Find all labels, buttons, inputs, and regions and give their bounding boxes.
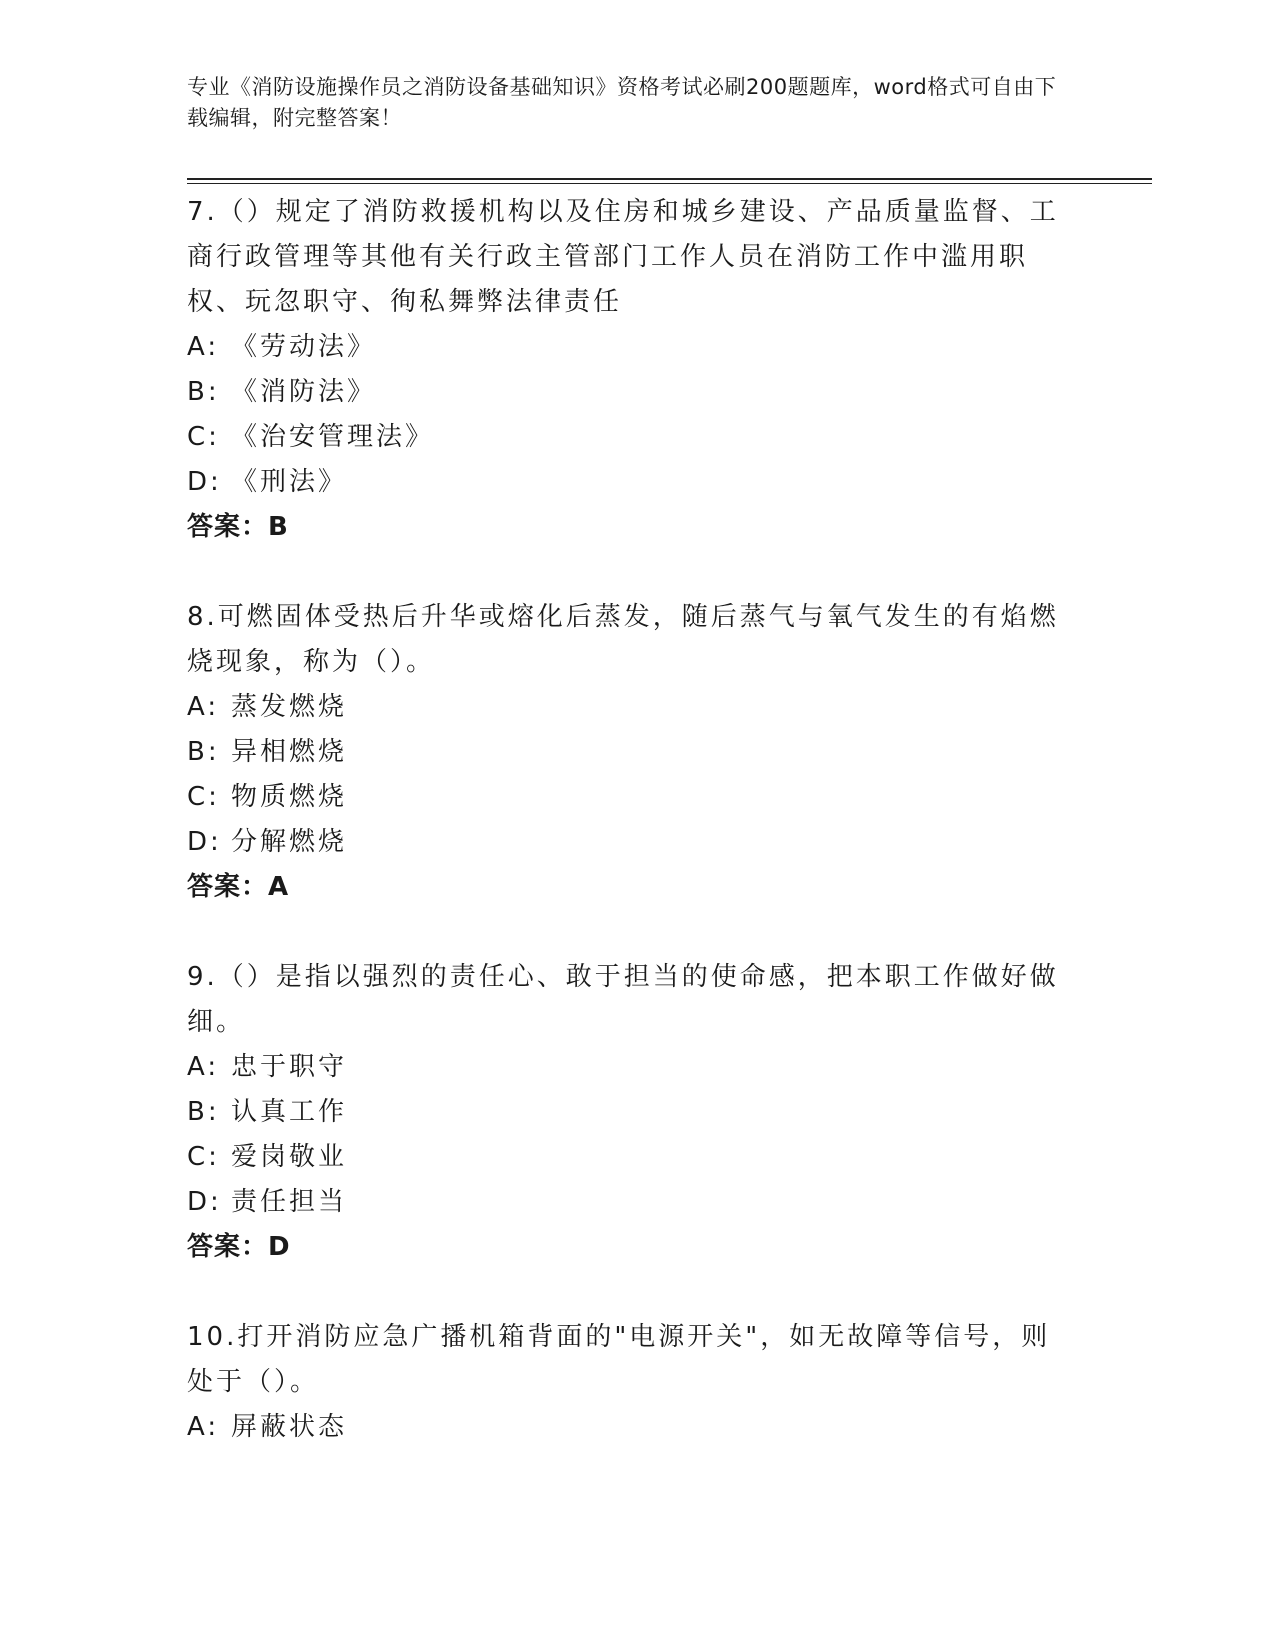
question-text: 10.打开消防应急广播机箱背面的"电源开关"，如无故障等信号，则处于（）。 (187, 1322, 1051, 1397)
question-7 (187, 190, 1067, 550)
option-text: 责任担当 (231, 1187, 348, 1217)
question-list (187, 190, 1067, 1495)
option-text: 物质燃烧 (231, 782, 348, 812)
option-key: A: (187, 692, 220, 722)
option-b (187, 370, 1067, 415)
option-d (187, 460, 1067, 505)
option-c (187, 415, 1067, 460)
option-a (187, 325, 1067, 370)
option-a (187, 1405, 1067, 1450)
option-a (187, 1045, 1067, 1090)
option-text: 爱岗敬业 (231, 1142, 348, 1172)
question-8 (187, 595, 1067, 910)
option-text: 异相燃烧 (231, 737, 348, 767)
option-text: 《刑法》 (231, 467, 348, 497)
option-text: 蒸发燃烧 (231, 692, 348, 722)
option-key: C: (187, 1142, 220, 1172)
option-text: 《治安管理法》 (231, 422, 435, 452)
option-d (187, 820, 1067, 865)
option-key: D: (187, 827, 222, 857)
option-text: 忠于职守 (231, 1052, 348, 1082)
option-key: D: (187, 1187, 222, 1217)
option-key: C: (187, 782, 220, 812)
option-c (187, 775, 1067, 820)
question-10 (187, 1315, 1067, 1450)
option-key: D: (187, 467, 222, 497)
answer-line: 答案：B (187, 512, 289, 542)
option-text: 分解燃烧 (231, 827, 348, 857)
option-a (187, 685, 1067, 730)
answer-line: 答案：D (187, 1232, 291, 1262)
option-text: 《劳动法》 (231, 332, 377, 362)
option-key: A: (187, 332, 220, 362)
question-text: 9.（）是指以强烈的责任心、敢于担当的使命感，把本职工作做好做细。 (187, 962, 1059, 1037)
option-key: C: (187, 422, 220, 452)
option-text: 《消防法》 (231, 377, 377, 407)
option-key: A: (187, 1052, 220, 1082)
option-b (187, 730, 1067, 775)
document-intro: 专业《消防设施操作员之消防设备基础知识》资格考试必刷200题题库，word格式可自由下载编辑，附完整答案！ (187, 75, 1057, 130)
answer-line: 答案：A (187, 872, 290, 902)
question-text: 8.可燃固体受热后升华或熔化后蒸发，随后蒸气与氧气发生的有焰燃烧现象，称为（）。 (187, 602, 1059, 677)
option-key: B: (187, 377, 220, 407)
option-b (187, 1090, 1067, 1135)
option-c (187, 1135, 1067, 1180)
question-text: 7.（）规定了消防救援机构以及住房和城乡建设、产品质量监督、工商行政管理等其他有关行政主管部门工作人员在消防工作中滥用职权、玩忽职守、徇私舞弊法律责任 (187, 197, 1059, 317)
question-9 (187, 955, 1067, 1270)
option-key: A: (187, 1412, 220, 1442)
header-divider-thick (187, 178, 1152, 180)
option-d (187, 1180, 1067, 1225)
option-key: B: (187, 737, 220, 767)
header-divider-thin (187, 183, 1152, 184)
option-text: 认真工作 (231, 1097, 348, 1127)
option-text: 屏蔽状态 (231, 1412, 348, 1442)
option-key: B: (187, 1097, 220, 1127)
